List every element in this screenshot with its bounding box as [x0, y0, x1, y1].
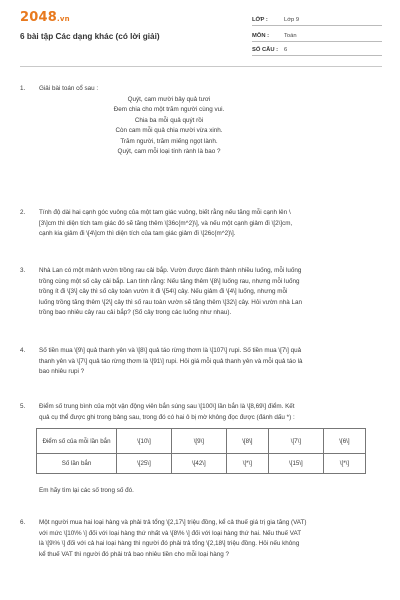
- page-header: [0, 0, 400, 72]
- question-line: trồng bao nhiêu cây rau cải bắp? (Số cây trong các luống như nhau).: [39, 309, 232, 316]
- question-number: 3.: [20, 267, 26, 274]
- table-cell: \[*\]: [323, 454, 365, 474]
- meta-subject-label: MÔN :: [252, 33, 270, 39]
- question-line: với mức \[10\% \] đối với loại hàng thứ nhất và \[8\% \] đối với loại hàng thứ hai. Nếu thuế VAT: [39, 529, 302, 537]
- question-number: 4.: [20, 347, 26, 354]
- question-line: trồng ít đi \[3\] cây thì số cây toàn vườn ít đi \[54\] cây. Nếu giảm đi \[4\] luống, nhưng mỗi: [39, 288, 288, 295]
- meta-class: [252, 14, 382, 26]
- meta-subject-value: Toán: [284, 33, 297, 39]
- poem-line: Trăm người, trăm miếng ngọt lành.: [120, 137, 218, 145]
- question-line: thanh yên và \[7\] quả táo rừng thơm là \[91\] rupi. Hỏi giá mỗi quả thanh yên và mỗi quả táo là: [39, 357, 303, 365]
- question-after: Em hãy tìm lại các số trong số đó.: [39, 487, 134, 494]
- question-4: [20, 346, 382, 380]
- question-number: 1.: [20, 85, 26, 92]
- table-header-cell: Điểm số của mỗi lần bắn: [37, 429, 117, 454]
- table-cell: \[25\]: [117, 454, 172, 474]
- question-body: [39, 346, 382, 378]
- question-number: 6.: [20, 519, 26, 526]
- question-body: [39, 208, 382, 240]
- question-2: [20, 208, 382, 242]
- document-title: 6 bài tập Các dạng khác (có lời giải): [20, 32, 160, 41]
- table-cell: \[7\]: [268, 429, 323, 454]
- question-number: 2.: [20, 209, 26, 216]
- question-5-followup: [20, 486, 382, 498]
- question-line: quả cụ thể được ghi trong bảng sau, trong đó có hai ô bị mờ không đọc được (đánh dấu *) :: [39, 413, 295, 421]
- question-line: Tính độ dài hai cạnh góc vuông của một tam giác vuông, biết rằng nếu tăng mỗi cạnh lên \: [39, 209, 291, 216]
- question-body: [39, 518, 382, 560]
- table-cell: \[42\]: [171, 454, 226, 474]
- question-line: Số tiền mua \[9\] quả thanh yên và \[8\] quả táo rừng thơm là \[107\] rupi. Số tiền mua \[7\] quả: [39, 347, 302, 354]
- poem-line: Quýt, cam mỗi loại tính rành là bao ?: [117, 148, 221, 156]
- table-cell: \[10\]: [117, 429, 172, 454]
- table-row: [37, 429, 366, 454]
- logo-suffix: .vn: [56, 15, 70, 23]
- poem-line: Quýt, cam mười bảy quả tươi: [127, 95, 211, 103]
- table-cell: \[15\]: [268, 454, 323, 474]
- question-line: kể thuế VAT thì người đó phải trả bao nhiêu tiền cho mỗi loại hàng ?: [39, 550, 230, 558]
- meta-class-value: Lớp 9: [284, 17, 300, 23]
- logo-main: 2048: [20, 10, 57, 25]
- meta-count: [252, 44, 382, 56]
- question-line: Nhà Lan có một mảnh vườn trồng rau cải bắp. Vườn được đánh thành nhiều luống, mỗi luống: [39, 267, 302, 274]
- question-intro: Giải bài toán cổ sau :: [39, 85, 99, 92]
- table-cell: \[*\]: [226, 454, 268, 474]
- table-cell: \[8\]: [226, 429, 268, 454]
- poem-line: Đem chia cho một trăm người cùng vui.: [113, 106, 225, 114]
- header-divider: [20, 66, 382, 67]
- question-line: bao nhiêu rupi ?: [39, 368, 85, 375]
- table-cell: \[9\]: [171, 429, 226, 454]
- question-line: là \[9\% \] đối với cả hai loại hàng thì người đó phải trả tổng \[2,18\] triệu đồng. Hỏi nếu không: [39, 540, 300, 547]
- question-3: [20, 266, 382, 322]
- question-line: [3\]cm thì diện tích tam giác đó sẽ tăng thêm \[36c{m^2}\], và nếu một cạnh giảm đi \[2\]cm,: [39, 219, 293, 227]
- meta-subject: [252, 30, 382, 42]
- question-line: luống trồng tăng thêm \[2\] cây thì số rau toàn vườn sẽ tăng thêm \[32\] cây. Hỏi vườn nhà Lan: [39, 298, 302, 306]
- meta-count-label: SỐ CÂU :: [252, 47, 279, 53]
- meta-class-label: LỚP :: [252, 17, 268, 23]
- question-line: cạnh kia giảm đi \[4\]cm thì diện tích của tam giác giảm đi \[26c{m^2}\].: [39, 230, 236, 237]
- question-number: 5.: [20, 403, 26, 410]
- table-header-cell: Số lần bắn: [37, 454, 117, 474]
- meta-count-value: 6: [284, 47, 288, 53]
- site-logo[interactable]: [20, 10, 70, 25]
- question-body: [39, 84, 382, 158]
- poem-line: Còn cam mỗi quả chia mười vừa xinh.: [115, 127, 223, 135]
- question-body: [39, 266, 382, 319]
- question-5: [20, 402, 382, 426]
- question-line: trồng cùng một số cây cải bắp. Lan tính rằng: Nếu tăng thêm \[8\] luống rau, nhưng mỗi luống: [39, 277, 300, 285]
- table-cell: \[6\]: [323, 429, 365, 454]
- question-line: Một người mua hai loại hàng và phải trả tổng \[2,17\] triệu đồng, kể cả thuế giá trị gia tăng (VAT): [39, 519, 307, 526]
- question-body: [39, 402, 382, 423]
- table-row: [37, 454, 366, 474]
- question-1: [20, 84, 382, 168]
- poem-line: Chia ba mỗi quả quýt rồi: [134, 116, 204, 124]
- poem: [49, 95, 289, 159]
- question-line: Điểm số trung bình của một vận động viên bắn súng sau \[100\] lần bắn là \[8,69\] điểm. Kết: [39, 403, 295, 410]
- question-6: [20, 518, 382, 562]
- score-table: [36, 428, 366, 474]
